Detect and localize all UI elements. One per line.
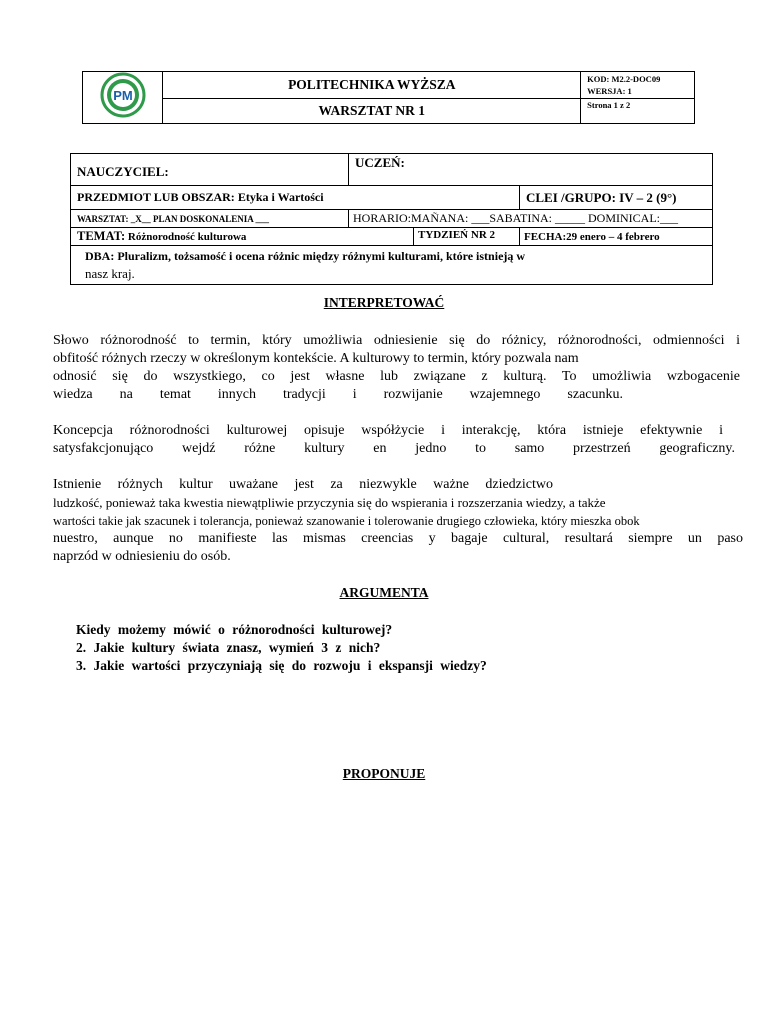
logo-cell (83, 72, 163, 124)
p3-line-3: wartości takie jak szacunek i tolerancja, ponieważ szanowanie i tolerowanie drugiego człowieka, który mieszka obok (53, 514, 640, 528)
p1-line-1: Słowo różnorodność to termin, który umożliwia odniesienie się do różnicy, różnorodności, odmienności i (53, 333, 740, 348)
question-2: 2. Jakie kultury świata znasz, wymień 3 z nich? (76, 640, 381, 655)
school-name: POLITECHNIKA WYŻSZA (163, 72, 581, 99)
dba-continuation: nasz kraj. (85, 266, 135, 281)
document-header (82, 71, 695, 124)
p1-line-4: wiedza na temat innych tradycji i rozwijanie wzajemnego szacunku. (53, 387, 623, 402)
doc-code-version (581, 72, 695, 99)
p3-line-2: ludzkość, ponieważ taka kwestia niewątpliwie przyczynia się do wspierania i rozszerzania wiedzy, a także (53, 495, 606, 510)
week-number: TYDZIEŃ NR 2 (414, 228, 520, 246)
p2-line-2: satysfakcjonująco wejdź różne kultury en jedno to samo przestrzeń geograficzny. (53, 441, 735, 456)
p3-line-1: Istnienie różnych kultur uważane jest za niezwykle ważne dziedzictwo (53, 477, 553, 492)
subject-label: PRZEDMIOT LUB OBSZAR: (77, 190, 235, 204)
dba-value: Pluralizm, tożsamość i ocena różnic między różnymi kulturami, które istnieją w (114, 249, 526, 263)
p3-line-5: naprzód w odniesieniu do osób. (53, 549, 231, 564)
school-logo (100, 72, 146, 118)
page-number: Strona 1 z 2 (581, 98, 695, 123)
doc-version: WERSJA: 1 (587, 85, 632, 96)
doc-code: KOD: M2.2-DOC09 (587, 73, 661, 84)
p1-line-3: odnosić się do wszystkiego, co jest własne lub związane z kulturą. To umożliwia wzbogacenie (53, 369, 740, 384)
schedule: HORARIO:MAÑANA: ___SABATINA: _____ DOMINICAL:___ (349, 210, 713, 228)
workshop-plan: WARSZTAT: _X__ PLAN DOSKONALENIA ___ (71, 210, 349, 228)
subject-value: Etyka i Wartości (234, 190, 324, 204)
question-1: Kiedy możemy mówić o różnorodności kulturowej? (76, 622, 393, 637)
logo-text: PM (112, 88, 133, 103)
teacher-label: NAUCZYCIEL: (71, 154, 349, 186)
subject-field (71, 186, 520, 210)
dba-line (85, 247, 711, 265)
date-range: FECHA:29 enero – 4 febrero (520, 228, 713, 246)
topic-label: TEMAT: (77, 229, 126, 243)
clei-group: CLEI /GRUPO: IV – 2 (9°) (520, 186, 713, 210)
section-interpret-heading: INTERPRETOWAĆ (323, 295, 445, 310)
dba-label: DBA: (85, 249, 115, 263)
info-table (70, 153, 713, 285)
p1-line-2: obfitość różnych rzeczy w określonym kontekście. A kulturowy to termin, który pozwala nam (53, 351, 579, 366)
student-label: UCZEŃ: (349, 154, 713, 186)
topic-field (71, 228, 414, 246)
question-3: 3. Jakie wartości przyczyniają się do rozwoju i ekspansji wiedzy? (76, 658, 487, 673)
section-argue-heading: ARGUMENTA (339, 585, 429, 600)
p2-line-1: Koncepcja różnorodności kulturowej opisuje współżycie i interakcję, która istnieje efektywnie i (53, 423, 723, 438)
p3-line-4: nuestro, aunque no manifieste las mismas creencias y bagaje cultural, resultará siempre un paso (53, 531, 743, 546)
topic-value: Różnorodność kulturowa (125, 231, 247, 243)
workshop-title: WARSZTAT NR 1 (163, 98, 581, 123)
dba-field (71, 246, 713, 285)
section-propose-heading: PROPONUJE (342, 766, 426, 781)
